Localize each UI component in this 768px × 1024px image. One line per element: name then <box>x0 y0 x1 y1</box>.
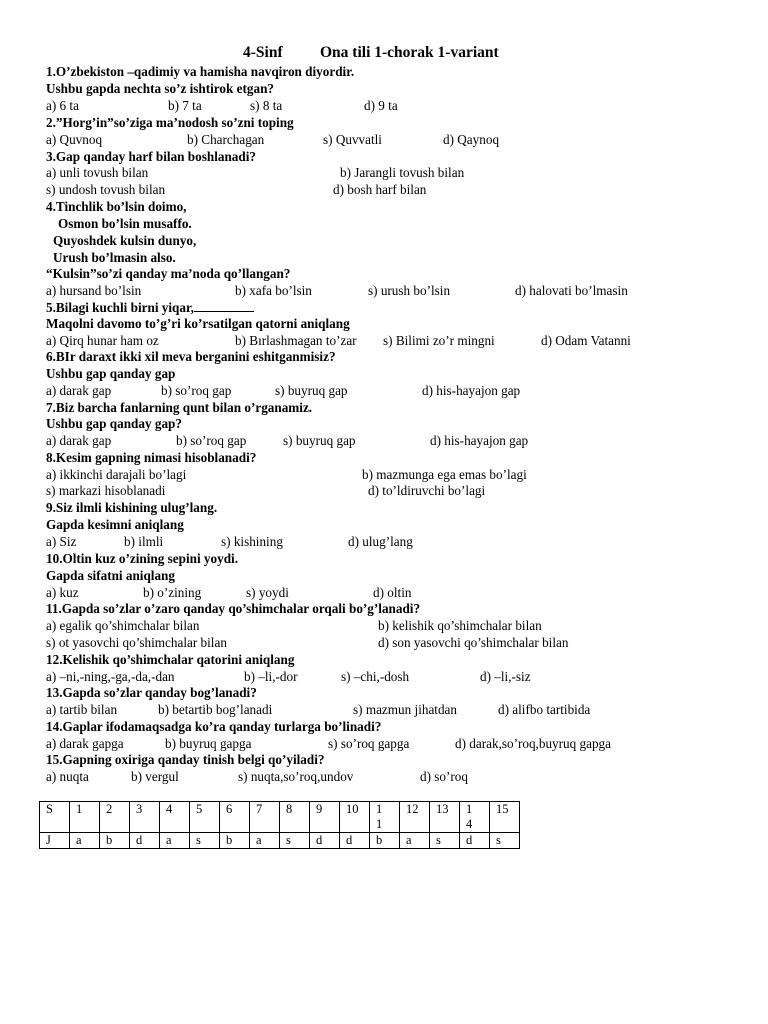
question-text <box>58 216 192 232</box>
answer-option: s) kishining <box>221 534 283 549</box>
question-line: 11.Gapda so’zlar o’zaro qanday qo’shimchalar orqali bo’g’lanadi? <box>46 601 421 616</box>
answer-table-cell: d <box>340 833 370 849</box>
answer-table-cell: 4 <box>160 802 190 833</box>
answer-table-cell: b <box>370 833 400 849</box>
question-text <box>46 366 175 382</box>
answer-option: b) buyruq gapga <box>165 736 252 751</box>
question-line: Urush bo’lmasin also. <box>53 250 176 265</box>
answer-option: b) kelishik qo’shimchalar bilan <box>378 618 542 633</box>
answer-option: a) nuqta <box>46 769 89 784</box>
answer-option: d) bosh harf bilan <box>333 182 427 197</box>
answer-table-cell: 1 1 <box>370 802 400 833</box>
answer-table-cell: 5 <box>190 802 220 833</box>
answer-table-cell: s <box>490 833 520 849</box>
answer-option: s) nuqta,so’roq,undov <box>238 769 354 784</box>
question-line: Quyoshdek kulsin dunyo, <box>53 233 197 248</box>
answer-option: s) urush bo’lsin <box>368 283 451 298</box>
answer-option: d) halovati bo’lmasin <box>515 283 628 298</box>
answer-table-cell: b <box>100 833 130 849</box>
answer-table-cell: d <box>130 833 160 849</box>
answer-option: s) buyruq gap <box>275 383 348 398</box>
answer-option: d) darak,so’roq,buyruq gapga <box>455 736 612 751</box>
question-text <box>46 652 294 668</box>
question-text <box>46 299 254 316</box>
question-line: 8.Kesim gapning nimasi hisoblanadi? <box>46 450 257 465</box>
answer-option: s) ot yasovchi qo’shimchalar bilan <box>46 635 227 650</box>
question-text <box>46 81 274 97</box>
question-text <box>46 115 294 131</box>
answer-option: a) tartib bilan <box>46 702 118 717</box>
answer-option: s) buyruq gap <box>283 433 356 448</box>
question-line: 3.Gap qanday harf bilan boshlanadi? <box>46 149 256 164</box>
question-line: 5.Bilagi kuchli birni yiqar, <box>46 300 194 315</box>
answer-table-cell: s <box>190 833 220 849</box>
answer-option: b) so’roq gap <box>176 433 247 448</box>
answer-option: b) so’roq gap <box>161 383 232 398</box>
answer-option: s) yoydi <box>246 585 289 600</box>
question-text <box>46 416 182 432</box>
answer-table-cell: 3 <box>130 802 160 833</box>
question-line: Ushbu gap qanday gap <box>46 366 176 381</box>
question-text <box>46 517 184 533</box>
answer-option: d) son yasovchi qo’shimchalar bilan <box>378 635 569 650</box>
question-text <box>53 250 176 266</box>
answer-option: d) to’ldiruvchi bo’lagi <box>368 483 486 498</box>
question-text <box>46 64 354 80</box>
answer-table-key-row <box>40 833 520 849</box>
answer-option: b) Charchagan <box>187 132 265 147</box>
question-line: 13.Gapda so’zlar qanday bog’lanadi? <box>46 685 257 700</box>
question-text <box>53 233 196 249</box>
answer-option: s) Bilimi zo’r mingni <box>383 333 495 348</box>
answer-option: b) –li,-dor <box>244 669 298 684</box>
question-text <box>46 400 312 416</box>
question-text <box>46 568 175 584</box>
answer-option: s) mazmun jihatdan <box>353 702 458 717</box>
answer-option: b) Jarangli tovush bilan <box>340 165 465 180</box>
question-text <box>46 685 257 701</box>
answer-option: a) kuz <box>46 585 79 600</box>
answer-table-cell: 12 <box>400 802 430 833</box>
question-line: Ushbu gap qanday gap? <box>46 416 182 431</box>
question-line: 2.”Horg’in”so’ziga ma’nodosh so’zni toping <box>46 115 294 130</box>
answer-table-cell: 7 <box>250 802 280 833</box>
question-line: 1.O’zbekiston –qadimiy va hamisha navqiron diyordir. <box>46 64 355 79</box>
answer-table-header-row <box>40 802 520 833</box>
answer-option: s) –chi,-dosh <box>341 669 410 684</box>
answer-option: b) mazmunga ega emas bo’lagi <box>362 467 527 482</box>
answer-table-cell: 8 <box>280 802 310 833</box>
answer-table-cell: a <box>70 833 100 849</box>
question-line: 15.Gapning oxiriga qanday tinish belgi qo’yiladi? <box>46 752 325 767</box>
fill-in-blank <box>194 299 254 312</box>
answer-option: a) ikkinchi darajali bo’lagi <box>46 467 187 482</box>
answer-option: b) o’zining <box>143 585 202 600</box>
question-line: 4.Tinchlik bo’lsin doimo, <box>46 199 187 214</box>
answer-table-cell: 10 <box>340 802 370 833</box>
answer-option: d) 9 ta <box>364 98 398 113</box>
answer-option: s) undosh tovush bilan <box>46 182 166 197</box>
answer-option: d) so’roq <box>420 769 468 784</box>
answer-table-cell: 6 <box>220 802 250 833</box>
answer-option: s) markazi hisoblanadi <box>46 483 166 498</box>
answer-option: d) alifbo tartibida <box>498 702 591 717</box>
question-line: “Kulsin”so’zi qanday ma’noda qo’llangan? <box>46 266 291 281</box>
question-line: 12.Kelishik qo’shimchalar qatorini aniqlang <box>46 652 295 667</box>
answer-option: s) 8 ta <box>250 98 283 113</box>
question-text <box>46 316 350 332</box>
answer-table-cell: 1 <box>70 802 100 833</box>
answer-option: d) his-hayajon gap <box>422 383 521 398</box>
answer-option: d) –li,-siz <box>480 669 531 684</box>
answer-table-cell: J <box>40 833 70 849</box>
question-text <box>46 551 238 567</box>
answer-option: a) 6 ta <box>46 98 79 113</box>
grade-label: 4-Sinf <box>243 44 283 61</box>
answer-table <box>39 801 520 849</box>
subject-label: Ona tili 1-chorak 1-variant <box>320 44 499 61</box>
answer-option: a) darak gap <box>46 383 112 398</box>
question-line: Ushbu gapda nechta so’z ishtirok etgan? <box>46 81 275 96</box>
answer-table-cell: d <box>310 833 340 849</box>
answer-option: a) Siz <box>46 534 77 549</box>
question-text <box>46 450 256 466</box>
question-line: 14.Gaplar ifodamaqsadga ko’ra qanday turlarga bo’linadi? <box>46 719 382 734</box>
question-text <box>46 719 381 735</box>
answer-table-cell: 9 <box>310 802 340 833</box>
answer-option: d) Qaynoq <box>443 132 500 147</box>
answer-option: b) ilmli <box>124 534 164 549</box>
answer-table-cell: 1 4 <box>460 802 490 833</box>
answer-table-cell: a <box>160 833 190 849</box>
answer-option: d) his-hayajon gap <box>430 433 529 448</box>
answer-option: a) hursand bo’lsin <box>46 283 142 298</box>
answer-table-cell: 13 <box>430 802 460 833</box>
answer-option: d) ulug’lang <box>348 534 413 549</box>
question-line: 6.BIr daraxt ikki xil meva berganini eshitganmisiz? <box>46 349 336 364</box>
answer-option: a) darak gapga <box>46 736 124 751</box>
answer-option: s) so’roq gapga <box>328 736 410 751</box>
answer-option: b) 7 ta <box>168 98 202 113</box>
answer-option: d) oltin <box>373 585 412 600</box>
answer-option: d) Odam Vatanni <box>541 333 631 348</box>
question-text <box>46 349 336 365</box>
question-line: Maqolni davomo to’g’ri ko’rsatilgan qatorni aniqlang <box>46 316 350 331</box>
question-line: Osmon bo’lsin musaffo. <box>58 216 192 231</box>
question-line: Gapda kesimni aniqlang <box>46 517 184 532</box>
answer-option: a) Quvnoq <box>46 132 103 147</box>
question-text <box>46 266 290 282</box>
answer-option: a) Qirq hunar ham oz <box>46 333 159 348</box>
answer-option: b) xafa bo’lsin <box>235 283 312 298</box>
question-line: 7.Biz barcha fanlarning qunt bilan o’rganamiz. <box>46 400 313 415</box>
answer-table-cell: b <box>220 833 250 849</box>
question-text <box>46 199 186 215</box>
answer-table-cell: a <box>400 833 430 849</box>
question-line: 10.Oltin kuz o’zining sepini yoydi. <box>46 551 238 566</box>
answer-option: b) betartib bog’lanadi <box>158 702 273 717</box>
answer-option: s) Quvvatli <box>323 132 382 147</box>
answer-option: a) –ni,-ning,-ga,-da,-dan <box>46 669 175 684</box>
answer-table-cell: d <box>460 833 490 849</box>
question-text <box>46 500 217 516</box>
answer-option: b) vergul <box>131 769 179 784</box>
answer-table-cell: s <box>280 833 310 849</box>
answer-table-cell: a <box>250 833 280 849</box>
question-text <box>46 752 324 768</box>
question-line: 9.Siz ilmli kishining ulug’lang. <box>46 500 218 515</box>
answer-table-cell: s <box>430 833 460 849</box>
answer-table-cell: 2 <box>100 802 130 833</box>
answer-option: a) egalik qo’shimchalar bilan <box>46 618 200 633</box>
answer-option: a) darak gap <box>46 433 112 448</box>
answer-option: a) unli tovush bilan <box>46 165 149 180</box>
question-text <box>46 601 420 617</box>
question-line: Gapda sifatni aniqlang <box>46 568 175 583</box>
question-text <box>46 149 256 165</box>
answer-table-cell: 15 <box>490 802 520 833</box>
answer-option: b) Bırlashmagan to’zar <box>235 333 357 348</box>
answer-table-cell: S <box>40 802 70 833</box>
